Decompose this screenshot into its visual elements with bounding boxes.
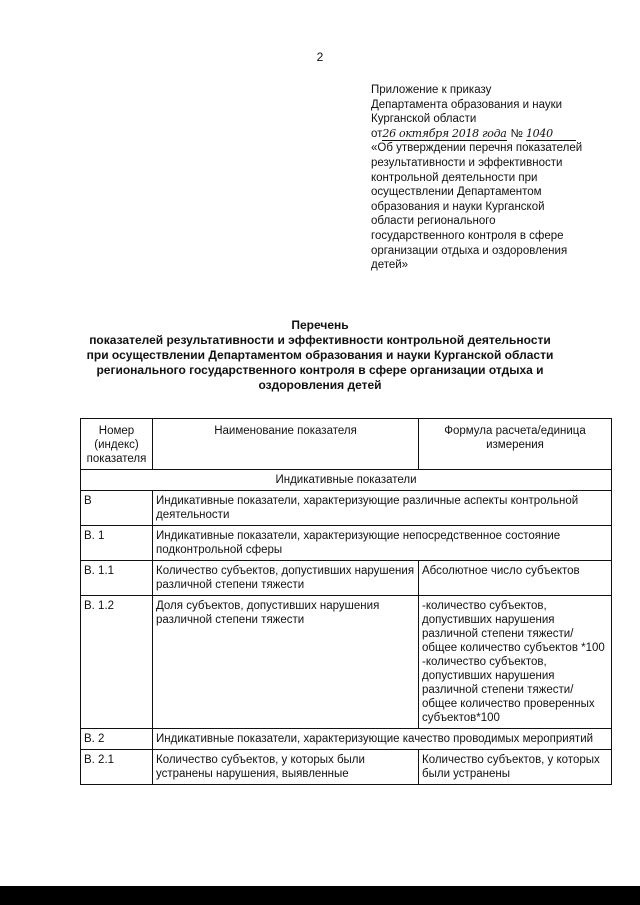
row-formula: Количество субъектов, у которых были устранены: [419, 750, 612, 785]
table-header-row: [81, 419, 612, 470]
appendix-line: Департамента образования и науки: [371, 98, 563, 111]
row-name: Индикативные показатели, характеризующие различные аспекты контрольной деятельности: [153, 491, 612, 526]
handwritten-order-number: 1040: [526, 128, 576, 141]
appendix-subject-line: контрольной деятельности при: [371, 171, 538, 184]
row-name: Количество субъектов, у которых были устранены нарушения, выявленные: [153, 750, 419, 785]
row-index: В. 2: [81, 729, 153, 750]
header-index: Номер (индекс) показателя: [81, 419, 153, 470]
section-label: Индикативные показатели: [81, 470, 612, 491]
title-line: при осуществлении Департаментом образования и науки Курганской области: [86, 348, 554, 362]
appendix-subject-line: результативности и эффективности: [371, 156, 563, 169]
table-row: [81, 491, 612, 526]
title-line: показателей результативности и эффективности контрольной деятельности: [89, 333, 551, 347]
table-row: [81, 596, 612, 729]
appendix-subject-line: детей»: [371, 259, 409, 272]
handwritten-date: 26 октября 2018 года: [382, 126, 507, 140]
title-heading: Перечень: [291, 318, 349, 332]
title-line: оздоровления детей: [258, 378, 382, 392]
appendix-subject-line: государственного контроля в сфере: [371, 229, 564, 242]
order-date-line: [371, 127, 621, 142]
row-index: В. 2.1: [81, 750, 153, 785]
row-formula: [419, 596, 612, 729]
row-name: Индикативные показатели, характеризующие непосредственное состояние подконтрольной сферы: [153, 526, 612, 561]
formula-line: -количество субъектов, допустивших нарушения различной степени тяжести/ общее количество субъектов *100: [422, 600, 605, 654]
appendix-block: [371, 83, 621, 273]
appendix-subject-line: области регионального: [371, 215, 496, 228]
table-row: [81, 561, 612, 596]
number-sign: №: [510, 127, 523, 140]
title-line: регионального государственного контроля в сфере организации отдыха и: [96, 363, 544, 377]
appendix-subject-line: «Об утверждении перечня показателей: [371, 142, 583, 155]
row-index: В. 1: [81, 526, 153, 561]
appendix-subject-line: осуществлении Департаментом: [371, 186, 542, 199]
table-row: [81, 729, 612, 750]
appendix-subject-line: организации отдыха и оздоровления: [371, 244, 568, 257]
row-formula: Абсолютное число субъектов: [419, 561, 612, 596]
page-number: 2: [316, 50, 324, 64]
table-row: [81, 526, 612, 561]
date-prefix: от: [371, 127, 383, 140]
table-row: [81, 750, 612, 785]
row-index: В. 1.1: [81, 561, 153, 596]
appendix-line: Курганской области: [371, 113, 477, 126]
formula-line: -количество субъектов, допустивших нарушения различной степени тяжести/ общее количество проверенных субъектов*100: [422, 656, 595, 724]
row-name: Доля субъектов, допустивших нарушения различной степени тяжести: [153, 596, 419, 729]
row-name: Индикативные показатели, характеризующие качество проводимых мероприятий: [153, 729, 612, 750]
indicators-table: [80, 418, 612, 785]
document-title: [60, 318, 580, 393]
row-index: В: [81, 491, 153, 526]
header-formula: Формула расчета/единица измерения: [419, 419, 612, 470]
row-index: В. 1.2: [81, 596, 153, 729]
appendix-line: Приложение к приказу: [371, 84, 492, 96]
scan-edge-bar: [0, 886, 640, 905]
row-name: Количество субъектов, допустивших нарушения различной степени тяжести: [153, 561, 419, 596]
appendix-subject-line: образования и науки Курганской: [371, 200, 545, 213]
section-row: [81, 470, 612, 491]
header-name: Наименование показателя: [153, 419, 419, 470]
